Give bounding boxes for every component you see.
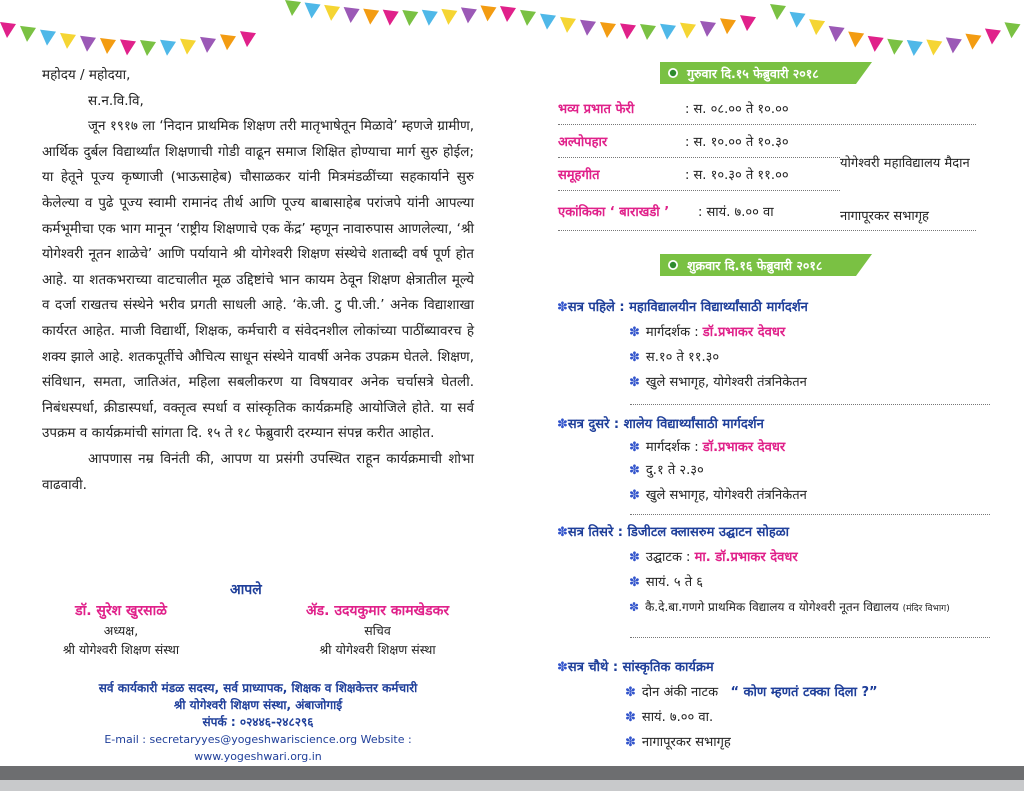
session-guide: ✽ मार्गदर्शक : डॉ.प्रभाकर देवधर <box>629 440 786 455</box>
session-time: ✽ सायं. ५ ते ६ <box>629 575 704 590</box>
greeting: स.न.वि.वि, <box>88 92 144 109</box>
bunting-flag <box>240 31 256 47</box>
bunting-flag <box>868 36 884 52</box>
bunting-flag <box>740 15 756 31</box>
day2-banner <box>660 254 872 276</box>
bunting-flag <box>20 26 36 42</box>
asterisk-icon: ✽ <box>629 575 640 590</box>
session-2 <box>557 412 1012 508</box>
invitation-letter <box>42 63 474 498</box>
bunting-flag <box>324 5 340 21</box>
bunting-flag <box>965 34 981 50</box>
session-place: ✽ खुले सभागृह, योगेश्वरी तंत्रनिकेतन <box>629 375 807 390</box>
bunting-flag <box>946 37 962 53</box>
bunting-flag <box>770 4 786 20</box>
day1-label: गुरुवार दि.१५ फेब्रुवारी २०१८ <box>687 66 819 81</box>
asterisk-icon: ✽ <box>629 550 640 565</box>
event-time: : सायं. ७.०० वा <box>698 205 774 220</box>
session-play: ✽ दोन अंकी नाटक “ कोण म्हणतं टक्का दिला ?” <box>625 685 878 700</box>
bunting-flag <box>500 6 516 22</box>
footer-contact: संपर्क : ०२४४६-२४८२९६ <box>202 715 314 729</box>
divider <box>558 230 976 231</box>
venue-hall: नागापूरकर सभागृह <box>840 209 929 224</box>
divider <box>630 514 990 515</box>
bottom-band-light <box>0 780 1024 791</box>
bunting-flag <box>160 40 176 56</box>
bunting-flag <box>383 10 399 26</box>
event-name: भव्य प्रभात फेरी <box>558 102 635 117</box>
letter-footer <box>42 680 474 765</box>
bunting-flag <box>220 34 236 50</box>
bunting-flag <box>120 39 136 55</box>
bunting-flag <box>100 38 116 54</box>
session-3 <box>557 520 1012 622</box>
letter-body-paragraph: जून १९१७ ला ‘निदान प्राथमिक शिक्षण तरी मातृभाषेतून मिळावे’ म्हणजे ग्रामीण, आर्थिक दुर्बल विद्यार्थ्यांत शिक्षणाची गोडी वाढून समाज शिक्षित होण्याचा मार्ग सुरु होईल; या हेतूने पूज्य कृष्णाजी (भाऊसाहेब) चौसाळकर यांनी मित्रमंडळींच्या सहकार्याने सुरु केलेल्या व पुढे पूज्य स्वामी रामानंद तीर्थ आणि पूज्य बाबासाहेब परांजपे यांनी आपल्या कर्मभूमीचा एक भाग मानून ‘राष्ट्रीय शिक्षणाचे एक केंद्र’ म्हणून नावारुपास आणलेल्या, ‘श्री योगेश्वरी नूतन शाळेचे’ आणि पर्यायाने श्री योगेश्वरी शिक्षण संस्थेचे शताब्दी वर्ष पूर्ण होत आहे. या शतकभराच्या वाटचालीत मूळ उद्दिष्टांचे भान कायम ठेवून शिक्षण क्षेत्रातील मूल्ये व दर्जा राखतच संस्थेने भरीव प्रगती साधली आहे. ‘के.जी. टु पी.जी.’ अनेक विद्याशाखा कार्यरत आहेत. माजी विद्यार्थी, शिक्षक, कर्मचारी व संवेदनशील लोकांच्या पाठींब्यावरच हे शक्य झाले आहे. शतकपूर्तीचे औचित्य साधून संस्थेने यावर्षी अनेक उपक्रम घेतले. शिक्षण, संविधान, समता, जातिअंत, महिला सबलीकरण या विषयावर अनेक चर्चासत्रे घेतली. निबंधस्पर्धा, क्रीडास्पर्धा, वक्तृत्व स्पर्धा व सांस्कृतिक कार्यक्रमहि आयोजिले होते. या सर्व उपक्रम व कार्यक्रमांची सांगता दि. १५ ते १८ फेब्रुवारी दरम्यान संपन्न करीत आहोत. <box>42 118 474 442</box>
event-name: समूहगीत <box>558 168 600 183</box>
divider <box>630 637 990 638</box>
signatory-org: श्री योगेश्वरी शिक्षण संस्था <box>319 642 436 657</box>
bunting-flag <box>887 39 903 55</box>
asterisk-icon: ✽ <box>629 463 640 478</box>
bunting-flag <box>790 12 806 28</box>
bunting-flag <box>848 32 864 48</box>
bunting-flag <box>680 23 696 39</box>
session-title: ✽सत्र तिसरे : डिजीटल क्लासरुम उद्घाटन सोहळा <box>557 525 789 540</box>
signatory-title: अध्यक्ष, <box>103 623 139 638</box>
bunting-flag <box>520 10 536 26</box>
divider <box>558 124 976 125</box>
session-time: ✽ स.१० ते ११.३० <box>629 350 720 365</box>
asterisk-icon: ✽ <box>625 735 636 750</box>
bunting-flag <box>720 18 736 34</box>
bunting-flag <box>80 36 96 52</box>
bunting-flag <box>600 22 616 38</box>
salutation: महोदय / महोदया, <box>42 67 131 83</box>
signatory-president <box>46 602 196 659</box>
divider <box>558 190 840 191</box>
session-title: ✽सत्र पहिले : महाविद्यालयीन विद्यार्थ्यांसाठी मार्गदर्शन <box>557 300 808 315</box>
day1-banner <box>660 62 872 84</box>
bunting-flag <box>180 39 196 55</box>
session-place: ✽ खुले सभागृह, योगेश्वरी तंत्रनिकेतन <box>629 488 807 503</box>
session-1 <box>557 295 1012 395</box>
bunting-flag <box>926 39 942 55</box>
session-title: ✽सत्र दुसरे : शालेय विद्यार्थ्यांसाठी मार्गदर्शन <box>557 417 764 432</box>
signatory-name: ॲड. उदयकुमार कामखेडकर <box>305 603 450 619</box>
asterisk-icon: ✽ <box>557 660 568 675</box>
bunting-flag <box>305 3 321 19</box>
bunting-flag <box>660 24 676 40</box>
bunting-flag <box>60 33 76 49</box>
bunting-flag <box>0 22 16 38</box>
bunting-flag <box>620 23 636 39</box>
signatory-title: सचिव <box>364 623 391 638</box>
asterisk-icon: ✽ <box>625 685 636 700</box>
bunting-flag <box>1004 22 1020 38</box>
asterisk-icon: ✽ <box>625 710 636 725</box>
bunting-flag <box>480 5 496 21</box>
asterisk-icon: ✽ <box>629 600 640 614</box>
letter-request-paragraph: आपणास नम्र विनंती की, आपण या प्रसंगी उपस्थित राहून कार्यक्रमाची शोभा वाढवावी. <box>42 450 474 493</box>
bunting-flag <box>140 40 156 56</box>
asterisk-icon: ✽ <box>557 417 568 432</box>
event-time: : स. ०८.०० ते १०.०० <box>685 102 789 117</box>
session-guide: ✽ मार्गदर्शक : डॉ.प्रभाकर देवधर <box>629 325 786 340</box>
venue-ground: योगेश्वरी महाविद्यालय मैदान <box>840 156 970 171</box>
footer-staff: सर्व कार्यकारी मंडळ सदस्य, सर्व प्राध्यापक, शिक्षक व शिक्षकेत्तर कर्मचारी <box>98 681 418 695</box>
bunting-flag <box>829 26 845 42</box>
bunting-flag <box>363 9 379 25</box>
event-time: : स. १०.०० ते १०.३० <box>685 135 789 150</box>
bunting-flag <box>560 17 576 33</box>
divider <box>558 157 840 158</box>
closing: आपले <box>230 582 262 598</box>
asterisk-icon: ✽ <box>629 350 640 365</box>
session-inaugurator: ✽ उद्घाटक : मा. डॉ.प्रभाकर देवधर <box>629 550 798 565</box>
session-4 <box>557 655 1012 755</box>
bottom-band <box>0 766 1024 780</box>
bunting-flag <box>441 9 457 25</box>
day2-label: शुक्रवार दि.१६ फेब्रुवारी २०१८ <box>687 258 823 273</box>
signatory-org: श्री योगेश्वरी शिक्षण संस्था <box>62 642 180 657</box>
bunting-flag <box>700 21 716 37</box>
bunting-flag <box>985 29 1001 45</box>
asterisk-icon: ✽ <box>629 488 640 503</box>
divider <box>630 404 990 405</box>
asterisk-icon: ✽ <box>629 325 640 340</box>
session-time: ✽ दु.१ ते २.३० <box>629 463 704 478</box>
bunting-flag <box>907 40 923 56</box>
asterisk-icon: ✽ <box>629 375 640 390</box>
session-place: ✽ नागापूरकर सभागृह <box>625 735 731 750</box>
session-place: ✽ कै.दे.बा.गणगे प्राथमिक विद्यालय व योगेश्वरी नूतन विद्यालय (मंदिर विभाग) <box>629 600 950 614</box>
bunting-flag <box>40 30 56 46</box>
session-time: ✽ सायं. ७.०० वा. <box>625 710 714 725</box>
bunting-decoration <box>0 0 1024 60</box>
session-title: ✽सत्र चौथे : सांस्कृतिक कार्यक्रम <box>557 660 714 675</box>
bunting-flag <box>402 10 418 26</box>
footer-institution: श्री योगेश्वरी शिक्षण संस्था, अंबाजोगाई <box>173 698 343 712</box>
signatory-name: डॉ. सुरेश खुरसाळे <box>75 603 167 619</box>
bunting-flag <box>200 37 216 53</box>
bunting-flag <box>422 10 438 26</box>
signatory-secretary <box>280 602 475 659</box>
event-name: एकांकिका ‘ बाराखडी ’ <box>558 205 670 220</box>
bunting-flag <box>809 19 825 35</box>
event-name: अल्पोपहार <box>558 135 608 150</box>
bunting-flag <box>285 0 301 16</box>
bunting-flag <box>580 20 596 36</box>
asterisk-icon: ✽ <box>629 440 640 455</box>
event-time: : स. १०.३० ते ११.०० <box>685 168 789 183</box>
bunting-flag <box>640 24 656 40</box>
footer-email-website: E-mail : secretaryyes@yogeshwariscience.org Website : www.yogeshwari.org.in <box>104 733 412 763</box>
bunting-flag <box>461 7 477 23</box>
bunting-flag <box>344 7 360 23</box>
asterisk-icon: ✽ <box>557 300 568 315</box>
asterisk-icon: ✽ <box>557 525 568 540</box>
bunting-flag <box>540 14 556 30</box>
